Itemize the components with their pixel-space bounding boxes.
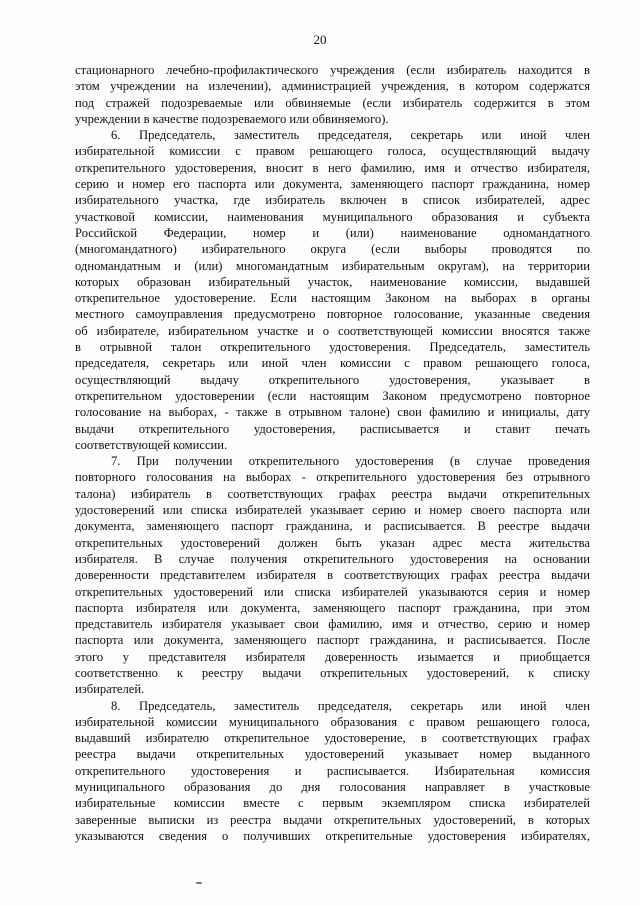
- page-number: 20: [313, 32, 327, 47]
- text-line: открепительных удостоверений должен быть указан адрес места жительства: [75, 535, 590, 550]
- text-line: повторного голосования на выборах - открепительного удостоверения без отрывного: [75, 470, 590, 485]
- document-body: [75, 62, 590, 844]
- text-line: указываются сведения о получивших открепительные удостоверения избирателях,: [75, 828, 590, 843]
- text-line: этом учреждении на излечении), администрацией учреждения, в котором содержатся: [75, 79, 590, 94]
- text-line: голосование на выборах, - также в отрывном талоне) свои фамилию и инициалы, дату: [75, 405, 590, 420]
- paragraph-p7: [75, 453, 590, 697]
- text-line: местного самоуправления предусмотрено повторное голосование, указанные сведения: [75, 307, 590, 322]
- text-line: которых образован избирательный участок, наименование комиссии, выдавшей: [75, 274, 590, 289]
- text-line: документа, заменяющего паспорт гражданина, и расписывается. В реестре выдачи: [75, 519, 590, 534]
- text-line: выдавший избирателю открепительное удостоверение, в соответствующих графах: [75, 731, 590, 746]
- text-line: талона) избиратель в соответствующих графах реестра выдачи открепительных: [75, 486, 590, 501]
- text-line: паспорта или документа, заменяющего паспорт гражданина, и расписывается. После: [75, 633, 590, 648]
- text-line: соответствующей комиссии.: [75, 437, 228, 452]
- text-line: реестра выдачи открепительных удостоверений указывает номер выданного: [75, 747, 590, 762]
- text-line: избирательные комиссии вместе с первым экземпляром списка избирателей: [75, 796, 590, 811]
- text-line: избирательной комиссии муниципального образования с правом решающего голоса,: [75, 714, 590, 729]
- text-line: серию и номер его паспорта или документа, заменяющего паспорт гражданина, номер: [75, 177, 590, 192]
- text-line: заверенные выписки из реестра выдачи открепительных удостоверений, в которых: [75, 812, 590, 827]
- text-line: муниципального образования до дня голосования направляет в участковые: [75, 780, 590, 795]
- text-line: избирательного участка, где избиратель включен в список избирателей, адрес: [75, 193, 590, 208]
- text-line: Российской Федерации, номер и (или) наименование одномандатного: [75, 225, 590, 240]
- text-line: этого у представителя избирателя доверенность изымается и приобщается: [75, 649, 590, 664]
- text-line: избирателя. В случае получения открепительного удостоверения на основании: [75, 551, 590, 566]
- text-line: 8. Председатель, заместитель председателя, секретарь или иной член: [111, 698, 590, 713]
- text-line: доверенности представителем избирателя в соответствующих графах реестра выдачи: [75, 568, 590, 583]
- text-line: в отрывной талон открепительного удостоверения. Председатель, заместитель: [75, 340, 590, 355]
- text-line: соответственно к реестру выдачи открепительных удостоверений, к списку: [75, 665, 590, 680]
- text-line: удостоверений или списка избирателей указывает серию и номер своего паспорта или: [75, 503, 590, 518]
- text-line: председателя, секретарь или иной член комиссии с правом решающего голоса,: [75, 356, 590, 371]
- text-line: избирательной комиссии с правом решающего голоса, осуществляющий выдачу: [75, 144, 590, 159]
- text-line: учреждении в качестве подозреваемого или обвиняемого).: [75, 111, 389, 126]
- text-line: выдачи открепительного удостоверения, расписывается и ставит печать: [75, 421, 590, 436]
- text-line: избирателей.: [75, 682, 145, 697]
- scan-speck: [196, 882, 202, 884]
- text-line: представитель избирателя указывает свои фамилию, имя и отчество, серию и номер: [75, 617, 590, 632]
- text-line: стационарного лечебно-профилактического учреждения (если избиратель находится в: [75, 63, 590, 77]
- paragraph-p8: [75, 698, 590, 845]
- text-line: открепительных удостоверений или списка избирателей указываются серия и номер: [75, 584, 590, 599]
- text-line: об избирателе, избирательном участке и о соответствующей комиссии вносятся также: [75, 323, 590, 338]
- paragraph-p6: [75, 127, 590, 453]
- text-line: участковой комиссии, наименования муниципального образования и субъекта: [75, 209, 590, 224]
- text-line: (многомандатного) избирательного округа (если выборы проводятся по: [75, 242, 590, 257]
- text-line: открепительное удостоверение. Если настоящим Законом на выборах в органы: [75, 291, 590, 306]
- text-line: 7. При получении открепительного удостоверения (в случае проведения: [111, 454, 590, 469]
- text-line: открепительном удостоверении (если настоящим Законом предусмотрено повторное: [75, 388, 590, 403]
- text-line: осуществляющий выдачу открепительного удостоверения, указывает в: [75, 372, 590, 387]
- text-line: под стражей подозреваемые или обвиняемые (если избиратель содержится в этом: [75, 95, 590, 110]
- text-line: открепительного удостоверения и расписывается. Избирательная комиссия: [75, 763, 590, 778]
- text-line: 6. Председатель, заместитель председателя, секретарь или иной член: [111, 128, 590, 143]
- text-line: паспорта избирателя или документа, заменяющего паспорт гражданина, при этом: [75, 600, 590, 615]
- text-line: одномандатным и (или) многомандатным избирательным округам), на территории: [75, 258, 590, 273]
- paragraph-p-continued: [75, 62, 590, 127]
- text-line: открепительного удостоверения, вносит в него фамилию, имя и отчество избирателя,: [75, 160, 590, 175]
